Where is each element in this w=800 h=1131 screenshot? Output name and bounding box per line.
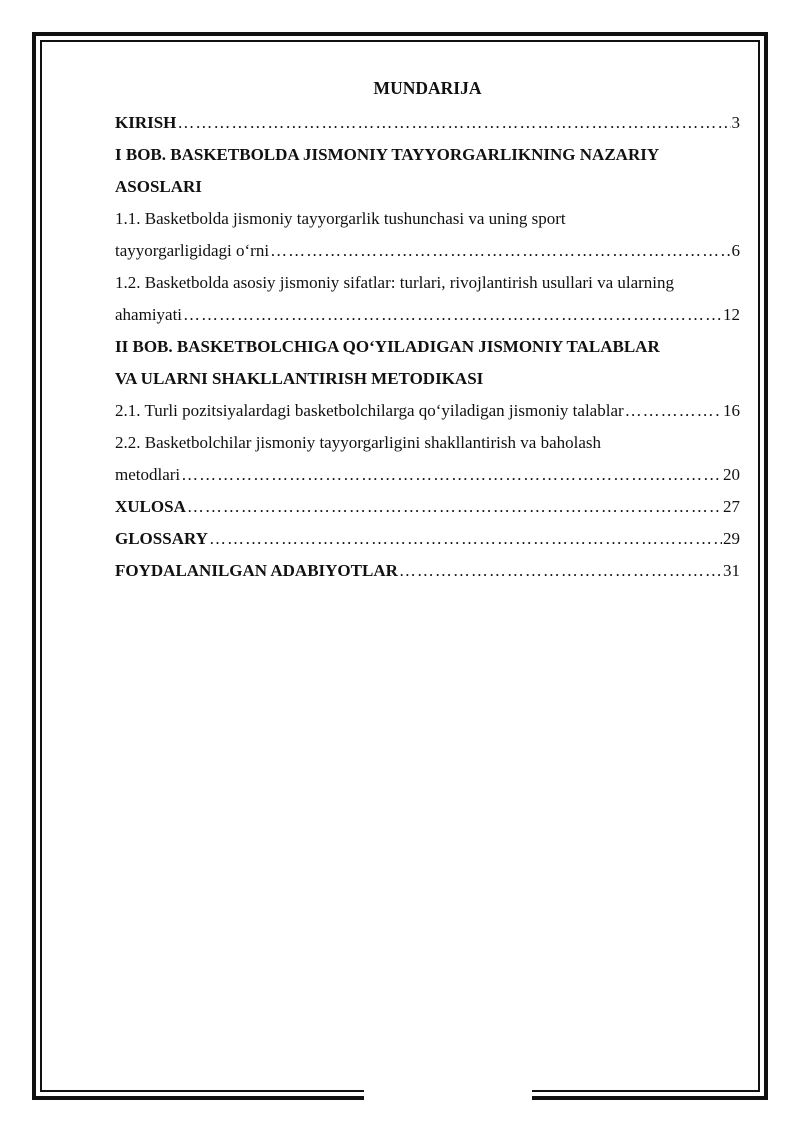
toc-entry[interactable]	[115, 139, 740, 203]
dot-leader	[187, 491, 722, 523]
dot-leader	[183, 299, 722, 331]
toc-entry-text: VA ULARNI SHAKLLANTIRISH METODIKASI	[115, 369, 484, 388]
border-gap	[364, 1086, 532, 1106]
toc-page-number: 3	[731, 113, 740, 132]
toc-entry-text: metodlari	[115, 465, 181, 484]
table-of-contents	[115, 75, 740, 587]
toc-entry-text: ASOSLARI	[115, 177, 202, 196]
toc-entry[interactable]	[115, 331, 740, 395]
toc-entry[interactable]	[115, 523, 740, 555]
toc-page-number: 12	[723, 305, 740, 324]
toc-entry-text: FOYDALANILGAN ADABIYOTLAR	[115, 561, 398, 580]
toc-entry-text: 1.1. Basketbolda jismoniy tayyorgarlik tushunchasi va uning sport	[115, 209, 566, 228]
toc-entry-text: XULOSA	[115, 497, 186, 516]
toc-page-number: 6	[731, 241, 740, 260]
toc-page-number: 20	[723, 465, 740, 484]
toc-page-number: 27	[723, 497, 740, 516]
dot-leader	[181, 459, 722, 491]
toc-page-number: 16	[723, 401, 740, 420]
toc-entry[interactable]	[115, 203, 740, 267]
dot-leader	[625, 395, 722, 427]
toc-entry-text: 2.2. Basketbolchilar jismoniy tayyorgarligini shakllantirish va baholash	[115, 433, 601, 452]
toc-page-number: 29	[723, 529, 740, 548]
toc-entry-text: 1.2. Basketbolda asosiy jismoniy sifatlar: turlari, rivojlantirish usullari va ularning	[115, 273, 675, 292]
toc-entry-text: I BOB. BASKETBOLDA JISMONIY TAYYORGARLIKNING NAZARIY	[115, 145, 660, 164]
toc-title: MUNDARIJA	[373, 78, 482, 98]
toc-entry[interactable]	[115, 427, 740, 491]
toc-entry-text: 2.1. Turli pozitsiyalardagi basketbolchilarga qo‘yiladigan jismoniy talablar	[115, 401, 624, 420]
toc-entry[interactable]	[115, 395, 740, 427]
toc-entry[interactable]	[115, 555, 740, 587]
toc-list	[115, 107, 740, 587]
dot-leader	[399, 555, 722, 587]
toc-entry-text: GLOSSARY	[115, 529, 208, 548]
toc-entry-text: tayyorgarligidagi o‘rni	[115, 241, 270, 260]
toc-entry[interactable]	[115, 107, 740, 139]
dot-leader	[270, 235, 730, 267]
toc-entry[interactable]	[115, 491, 740, 523]
toc-entry[interactable]	[115, 267, 740, 331]
toc-entry-text: II BOB. BASKETBOLCHIGA QO‘YILADIGAN JISMONIY TALABLAR	[115, 337, 660, 356]
dot-leader	[209, 523, 722, 555]
dot-leader	[177, 107, 730, 139]
toc-entry-text: ahamiyati	[115, 305, 183, 324]
toc-entry-text: KIRISH	[115, 113, 177, 132]
toc-page-number: 31	[723, 561, 740, 580]
